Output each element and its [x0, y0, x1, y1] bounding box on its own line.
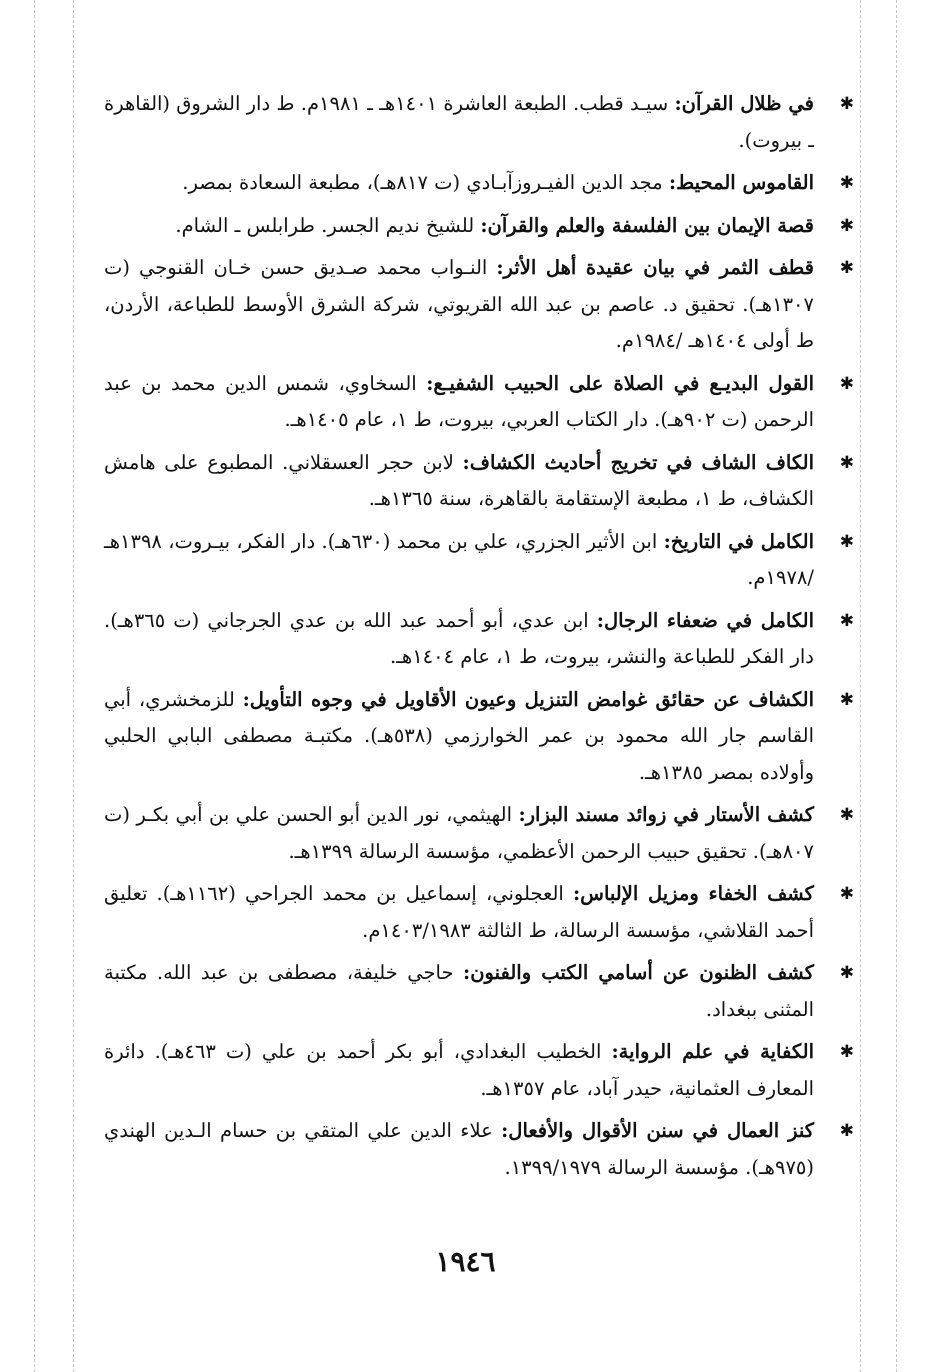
entry-details: حاجي خليفة، مصطفى بن عبد الله. مكتبة المثنى ببغداد. — [104, 961, 814, 1021]
bibliography-entry — [104, 1034, 854, 1107]
page-number: ١٩٤٦ — [435, 1245, 496, 1278]
entry-title: الكاف الشاف في تخريج أحاديث الكشاف: — [462, 450, 814, 474]
margin-guide-line — [860, 0, 861, 1372]
entry-title: الكشاف عن حقائق غوامض التنزيل وعيون الأقاويل في وجوه التأويل: — [242, 687, 814, 711]
entry-details: النـواب محمد صـديق حسن خـان القنوجي (ت ١٣٠٧هـ). تحقيق د. عاصم بن عبد الله القريوتي، شركة الشرق الأوسط للطباعة، الأردن، ط أولى ١٤٠٤هـ /١٩٨٤م. — [104, 256, 814, 352]
bullet-icon: ✱ — [839, 173, 854, 193]
entry-details: العجلوني، إسماعيل بن محمد الجراحي (١١٦٢هـ). تعليق أحمد القلاشي، مؤسسة الرسالة، ط الثالثة ١٤٠٣/١٩٨٣م. — [104, 882, 814, 942]
entry-title: كشف الظنون عن أسامي الكتب والفنون: — [463, 961, 814, 984]
bibliography-entry — [104, 445, 854, 518]
entry-title: كشف الأستار في زوائد مسند البزار: — [518, 803, 814, 826]
entry-details: السخاوي، شمس الدين محمد بن عبد الرحمن (ت ٩٠٢هـ). دار الكتاب العربي، بيروت، ط ١، عام ١٤٠٥هـ. — [104, 371, 814, 431]
entry-title: كنز العمال في سنن الأقوال والأفعال: — [501, 1119, 814, 1142]
margin-guide-line — [896, 0, 897, 1372]
bibliography-entry — [104, 1113, 854, 1186]
entry-details: ابن الأثير الجزري، علي بن محمد (٦٣٠هـ). دار الفكر، بيـروت، ١٣٩٨هـ /١٩٧٨م. — [104, 529, 814, 589]
bibliography-entry — [104, 797, 854, 870]
bibliography-entry — [104, 366, 854, 439]
entry-title: الكامل في ضعفاء الرجال: — [596, 608, 814, 632]
bullet-icon: ✱ — [839, 1042, 854, 1062]
margin-guide-line — [73, 0, 74, 1372]
bullet-icon: ✱ — [839, 258, 854, 278]
entry-details: الخطيب البغدادي، أبو بكر أحمد بن علي (ت ٤٦٣هـ). دائرة المعارف العثمانية، حيدر آباد، عام ١٣٥٧هـ. — [104, 1040, 814, 1100]
margin-guide-line — [34, 0, 35, 1372]
bullet-icon: ✱ — [839, 884, 854, 904]
bullet-icon: ✱ — [839, 452, 854, 473]
entry-details: لابن حجر العسقلاني. المطبوع على هامش الكشاف، ط ١، مطبعة الإستقامة بالقاهرة، سنة ١٣٦٥هـ. — [104, 450, 814, 510]
bibliography-entry — [104, 250, 854, 360]
entry-details: الهيثمي، نور الدين أبو الحسن علي بن أبي بكـر (ت ٨٠٧هـ). تحقيق حبيب الرحمن الأعظمي، مؤسسة الرسالة ١٣٩٩هـ. — [104, 803, 814, 863]
bullet-icon: ✱ — [839, 1121, 854, 1141]
entry-details: علاء الدين علي المتقي بن حسام الـدين الهندي (٩٧٥هـ). مؤسسة الرسالة ١٣٩٩/١٩٧٩. — [104, 1119, 814, 1179]
entry-details: للزمخشري، أبي القاسم جار الله محمود بن عمر الخوارزمي (٥٣٨هـ). مكتبـة مصطفى البابي الحلبي وأولاده بمصر ١٣٨٥هـ. — [104, 687, 814, 784]
bibliography-entry — [104, 682, 854, 792]
entry-title: كشف الخفاء ومزيل الإلباس: — [572, 882, 814, 905]
bibliography-entry — [104, 876, 854, 949]
entry-title: قطف الثمر في بيان عقيدة أهل الأثر: — [496, 256, 814, 279]
bibliography-entry — [104, 603, 854, 676]
bullet-icon: ✱ — [839, 610, 854, 631]
bullet-icon: ✱ — [839, 963, 854, 983]
bibliography-entry — [104, 165, 854, 202]
entry-title: القاموس المحيط: — [668, 171, 814, 194]
entry-title: الكفاية في علم الرواية: — [611, 1040, 814, 1063]
entry-details: سيـد قطب. الطبعة العاشرة ١٤٠١هـ ـ ١٩٨١م. ط دار الشروق (القاهرة ـ بيروت). — [104, 92, 814, 152]
entry-title: الكامل في التاريخ: — [663, 529, 815, 553]
bullet-icon: ✱ — [839, 531, 854, 552]
entry-title: في ظلال القرآن: — [674, 92, 815, 115]
entry-details: للشيخ نديم الجسر. طرابلس ـ الشام. — [175, 213, 481, 237]
bullet-icon: ✱ — [839, 94, 854, 114]
bibliography-entry — [104, 955, 854, 1028]
bibliography-entry — [104, 86, 854, 159]
bibliography-entry — [104, 524, 854, 597]
entry-title: قصة الإيمان بين الفلسفة والعلم والقرآن: — [480, 213, 814, 237]
entry-details: مجد الدين الفيـروزآبـادي (ت ٨١٧هـ)، مطبعة السعادة بمصر. — [182, 171, 669, 194]
bibliography-entry — [104, 208, 854, 245]
entry-title: القول البديـع في الصلاة على الحبيب الشفيـع: — [426, 371, 814, 395]
bibliography-list — [104, 86, 854, 1192]
bullet-icon: ✱ — [839, 373, 854, 394]
bullet-icon: ✱ — [839, 805, 854, 825]
bullet-icon: ✱ — [839, 215, 854, 236]
bullet-icon: ✱ — [839, 689, 854, 710]
entry-details: ابن عدي، أبو أحمد عبد الله بن عدي الجرجاني (ت ٣٦٥هـ). دار الفكر للطباعة والنشر، بيروت، ط ١، عام ١٤٠٤هـ. — [104, 608, 814, 668]
